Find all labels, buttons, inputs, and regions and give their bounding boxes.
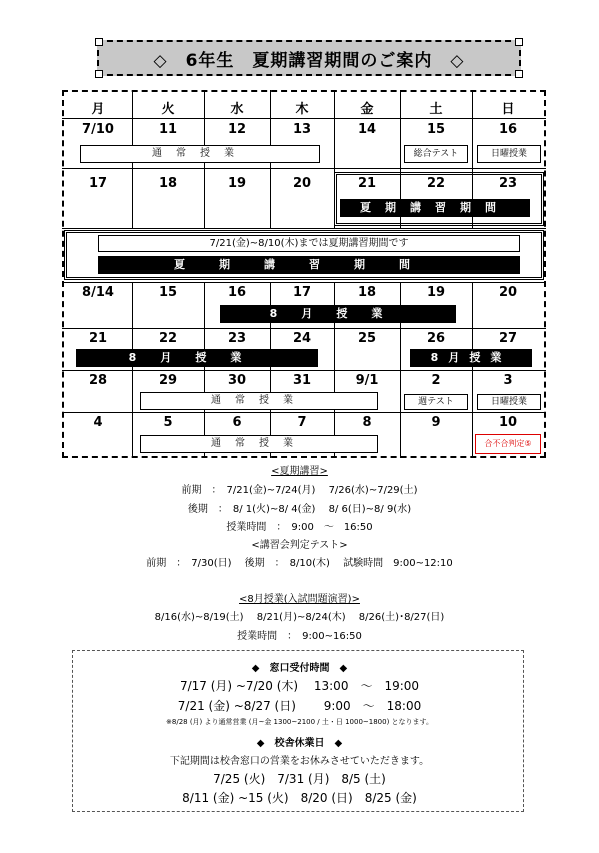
- weekly-test-box: 週テスト: [404, 394, 468, 410]
- calendar-rule: [62, 118, 546, 119]
- date-cell: 7: [297, 415, 307, 430]
- calendar-rule: [62, 328, 546, 329]
- date-cell: 23: [227, 331, 247, 346]
- date-cell: 16: [227, 285, 247, 300]
- august-class-bar: 8月授業: [76, 349, 318, 367]
- weekday-thu: 木: [295, 102, 309, 117]
- date-cell: 19: [426, 285, 446, 300]
- date-cell: 15: [158, 285, 178, 300]
- weekday-wed: 水: [230, 102, 244, 117]
- date-cell: 2: [431, 373, 441, 388]
- closed-heading: ◆ 校舎休業日 ◆: [256, 738, 343, 749]
- summer-second-term: 後期 ： 8/ 1(火)~8/ 4(金) 8/ 6(日)~8/ 9(水): [187, 504, 412, 515]
- summer-first-term: 前期 ： 7/21(金)~7/24(月) 7/26(水)~7/29(土): [181, 485, 418, 496]
- calendar-rule: [132, 282, 133, 458]
- closed-dates-2: 8/11 (金) ~15 (火) 8/20 (日) 8/25 (金): [182, 791, 417, 805]
- date-cell: 17: [88, 176, 108, 191]
- pass-fail-test-box: 合不合判定⑤: [475, 434, 541, 454]
- reception-hours-1: 7/17 (月) ~7/20 (木) 13:00 ～ 19:00: [179, 679, 420, 693]
- reception-hours-2: 7/21 (金) ~8/27 (日) 9:00 ～ 18:00: [177, 699, 422, 713]
- date-cell: 18: [357, 285, 377, 300]
- regular-class-bar: 通常授業: [140, 392, 378, 410]
- date-cell: 24: [292, 331, 312, 346]
- date-cell: 6: [232, 415, 242, 430]
- calendar-rule: [472, 282, 473, 458]
- sunday-class-box: 日曜授業: [477, 394, 541, 410]
- date-cell: 7/10: [82, 122, 114, 137]
- general-test-box: 総合テスト: [404, 145, 468, 163]
- corner-handle: [95, 38, 103, 46]
- title-text: ◇ 6年生 夏期講習期間のご案内 ◇: [153, 50, 465, 71]
- date-cell: 15: [426, 122, 446, 137]
- date-cell: 9/1: [355, 373, 379, 388]
- test-schedule: 前期 ： 7/30(日) 後期 ： 8/10(木) 試験時間 9:00~12:10: [146, 558, 453, 569]
- date-cell: 28: [88, 373, 108, 388]
- august-class-dates: 8/16(水)~8/19(土) 8/21(月)~8/24(木) 8/26(土)･8/27(日): [154, 612, 445, 623]
- date-cell: 12: [227, 122, 247, 137]
- date-cell: 26: [426, 331, 446, 346]
- august-class-time: 授業時間 ： 9:00~16:50: [237, 631, 362, 642]
- summer-course-bar: 夏期講習期間: [98, 256, 520, 274]
- corner-handle: [95, 70, 103, 78]
- corner-handle: [515, 38, 523, 46]
- summer-course-bar: 夏期講習期間: [340, 199, 530, 217]
- test-heading: <講習会判定テスト>: [251, 540, 348, 551]
- calendar-rule: [62, 228, 546, 229]
- calendar-rule: [62, 168, 546, 169]
- reception-heading: ◆ 窓口受付時間 ◆: [251, 663, 348, 674]
- closed-dates-1: 7/25 (火) 7/31 (月) 8/5 (土): [213, 772, 386, 786]
- date-cell: 8/14: [82, 285, 114, 300]
- date-cell: 21: [357, 176, 377, 191]
- date-cell: 4: [93, 415, 103, 430]
- date-cell: 21: [88, 331, 108, 346]
- calendar-rule: [204, 282, 205, 458]
- weekday-sat: 土: [429, 102, 443, 117]
- date-cell: 10: [498, 415, 518, 430]
- weekday-mon: 月: [91, 102, 105, 117]
- date-cell: 14: [357, 122, 377, 137]
- date-cell: 3: [503, 373, 513, 388]
- date-cell: 25: [357, 331, 377, 346]
- date-cell: 8: [362, 415, 372, 430]
- calendar-rule: [62, 412, 546, 413]
- date-cell: 9: [431, 415, 441, 430]
- weekday-fri: 金: [360, 102, 374, 117]
- august-class-bar: 8月授業: [220, 305, 456, 323]
- weekday-tue: 火: [161, 102, 175, 117]
- closed-text: 下記期間は校舎窓口の営業をお休みさせていただきます。: [169, 756, 430, 767]
- date-cell: 22: [426, 176, 446, 191]
- date-cell: 5: [163, 415, 173, 430]
- date-cell: 11: [158, 122, 178, 137]
- sunday-class-box: 日曜授業: [477, 145, 541, 163]
- weekday-sun: 日: [501, 102, 515, 117]
- august-class-bar: 8月授業: [410, 349, 532, 367]
- date-cell: 16: [498, 122, 518, 137]
- date-cell: 22: [158, 331, 178, 346]
- date-cell: 19: [227, 176, 247, 191]
- reception-note: ※8/28 (月) より通常営業 (月~金 1300~2100 / 土・日 1000~1800) となります。: [166, 718, 433, 726]
- calendar-rule: [62, 282, 546, 283]
- info-box: [72, 650, 524, 812]
- date-cell: 31: [292, 373, 312, 388]
- summer-class-time: 授業時間 ： 9:00 ～ 16:50: [226, 522, 373, 533]
- date-cell: 20: [498, 285, 518, 300]
- date-cell: 13: [292, 122, 312, 137]
- date-cell: 23: [498, 176, 518, 191]
- regular-class-bar: 通常授業: [80, 145, 320, 163]
- date-cell: 18: [158, 176, 178, 191]
- date-cell: 30: [227, 373, 247, 388]
- page-title: [97, 40, 521, 76]
- date-cell: 27: [498, 331, 518, 346]
- summer-course-heading: <夏期講習>: [271, 466, 328, 477]
- calendar-rule: [62, 370, 546, 371]
- august-class-heading: <8月授業(入試問題演習)>: [239, 594, 360, 605]
- date-cell: 29: [158, 373, 178, 388]
- date-cell: 20: [292, 176, 312, 191]
- corner-handle: [515, 70, 523, 78]
- regular-class-bar: 通常授業: [140, 435, 378, 453]
- summer-notice: 7/21(金)~8/10(木)までは夏期講習期間です: [98, 235, 520, 252]
- date-cell: 17: [292, 285, 312, 300]
